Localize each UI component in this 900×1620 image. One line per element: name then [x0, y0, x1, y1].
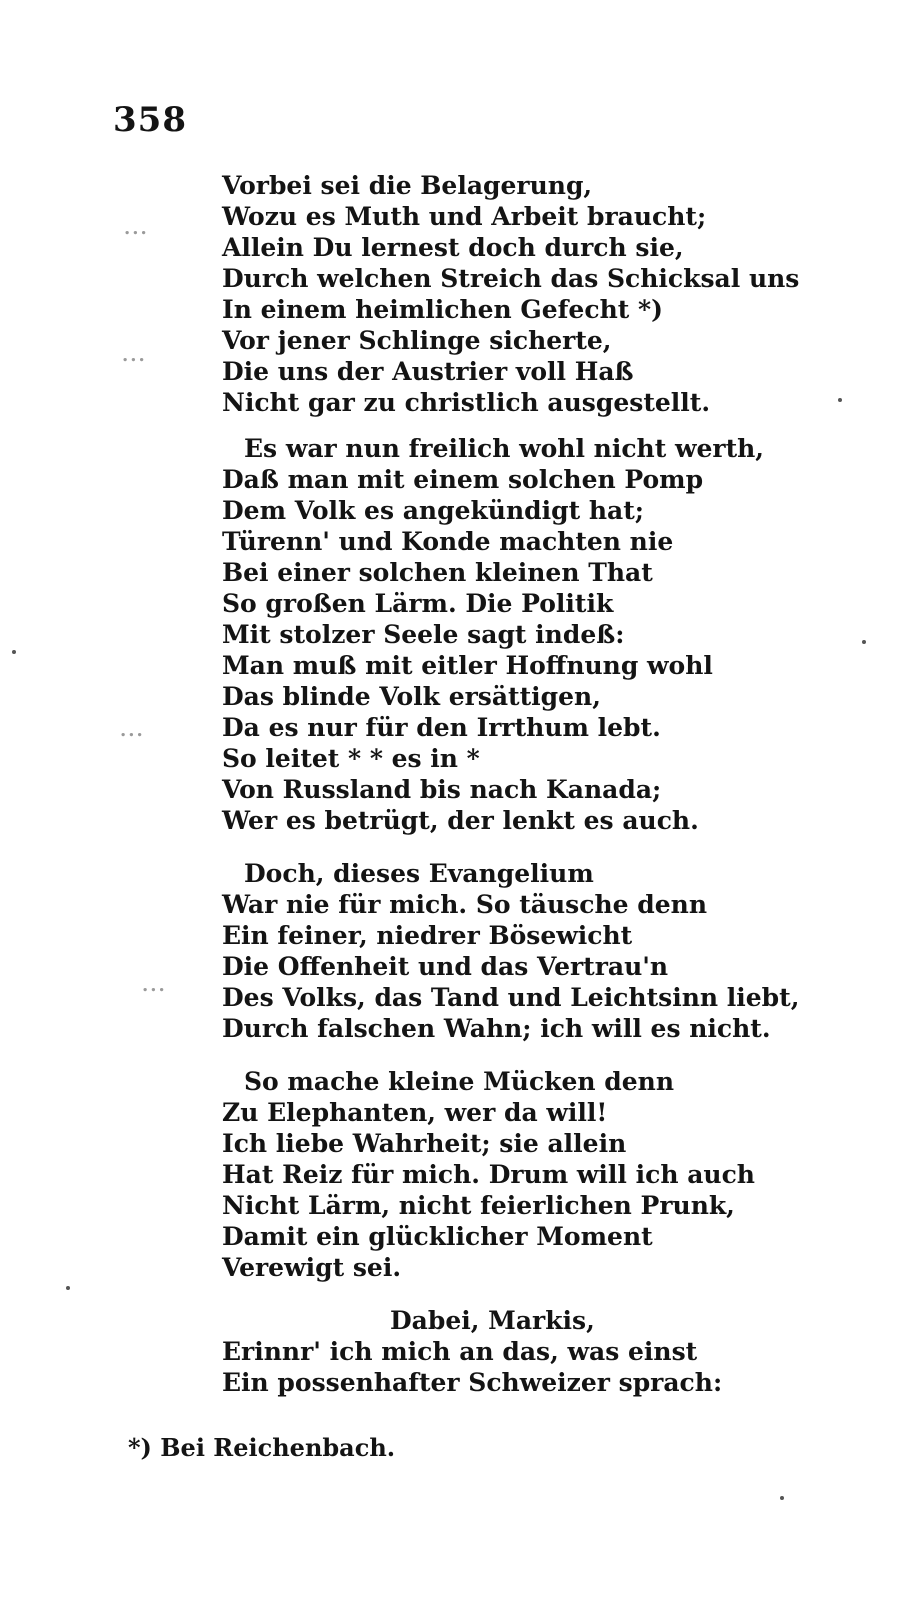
verse-line: Nicht gar zu christlich ausgestellt. — [222, 388, 711, 417]
verse-line: Ich liebe Wahrheit; sie allein — [222, 1129, 627, 1158]
verse-line: Wer es betrügt, der lenkt es auch. — [222, 806, 699, 835]
stanza-gap — [0, 836, 900, 858]
stanza-gap — [0, 1283, 900, 1305]
speck — [862, 640, 866, 644]
verse-line: Verewigt sei. — [222, 1253, 402, 1282]
speck — [66, 1286, 70, 1290]
stanza-2 — [0, 433, 900, 836]
stanza-3 — [0, 858, 900, 1044]
stanza-4 — [0, 1066, 900, 1283]
verse-line: War nie für mich. So täusche denn — [222, 890, 707, 919]
verse-line: Dabei, Markis, — [390, 1306, 595, 1335]
verse-line: Es war nun freilich wohl nicht werth, — [244, 434, 765, 463]
verse-line: Daß man mit einem solchen Pomp — [222, 465, 704, 494]
show-through-mark: ... — [124, 218, 149, 239]
verse-line: Da es nur für den Irrthum lebt. — [222, 713, 661, 742]
verse-line: Damit ein glücklicher Moment — [222, 1222, 653, 1251]
stanza-1 — [0, 170, 900, 418]
show-through-mark: ... — [142, 975, 167, 996]
verse-line: Von Russland bis nach Kanada; — [222, 775, 662, 804]
verse-line: Man muß mit eitler Hoffnung wohl — [222, 651, 713, 680]
verse-line: Hat Reiz für mich. Drum will ich auch — [222, 1160, 755, 1189]
verse-line: Allein Du lernest doch durch sie, — [222, 233, 684, 262]
show-through-mark: ... — [122, 345, 147, 366]
footnote: *) Bei Reichenbach. — [128, 1433, 396, 1462]
verse-line: Das blinde Volk ersättigen, — [222, 682, 601, 711]
show-through-mark: ... — [120, 720, 145, 741]
speck — [838, 398, 842, 402]
verse-line: Doch, dieses Evangelium — [244, 859, 594, 888]
verse-line: Die uns der Austrier voll Haß — [222, 357, 634, 386]
verse-line: Durch welchen Streich das Schicksal uns — [222, 264, 800, 293]
speck — [12, 650, 16, 654]
verse-line: Zu Elephanten, wer da will! — [222, 1098, 608, 1127]
verse-line: In einem heimlichen Gefecht *) — [222, 295, 663, 324]
verse-line: Türenn' und Konde machten nie — [222, 527, 674, 556]
speck — [780, 1496, 784, 1500]
stanza-gap — [0, 1044, 900, 1066]
verse-line: Die Offenheit und das Vertrau'n — [222, 952, 669, 981]
verse-line: So mache kleine Mücken denn — [244, 1067, 675, 1096]
stanza-5 — [0, 1305, 900, 1398]
verse-line: Nicht Lärm, nicht feierlichen Prunk, — [222, 1191, 735, 1220]
verse-line: So leitet * * es in * — [222, 744, 480, 773]
verse-line: Des Volks, das Tand und Leichtsinn liebt, — [222, 983, 800, 1012]
verse-line: Bei einer solchen kleinen That — [222, 558, 653, 587]
verse-line: Mit stolzer Seele sagt indeß: — [222, 620, 625, 649]
verse-line: So großen Lärm. Die Politik — [222, 589, 614, 618]
verse-line: Durch falschen Wahn; ich will es nicht. — [222, 1014, 771, 1043]
stanza-gap — [0, 418, 900, 433]
verse-line: Wozu es Muth und Arbeit braucht; — [222, 202, 707, 231]
verse-line: Dem Volk es angekündigt hat; — [222, 496, 645, 525]
verse-line: Ein feiner, niedrer Bösewicht — [222, 921, 633, 950]
page-number: 358 — [113, 100, 187, 140]
verse-line: Vorbei sei die Belagerung, — [222, 171, 593, 200]
verse-line: Ein possenhafter Schweizer sprach: — [222, 1368, 723, 1397]
verse-line: Vor jener Schlinge sicherte, — [222, 326, 612, 355]
verse-line: Erinnr' ich mich an das, was einst — [222, 1337, 698, 1366]
